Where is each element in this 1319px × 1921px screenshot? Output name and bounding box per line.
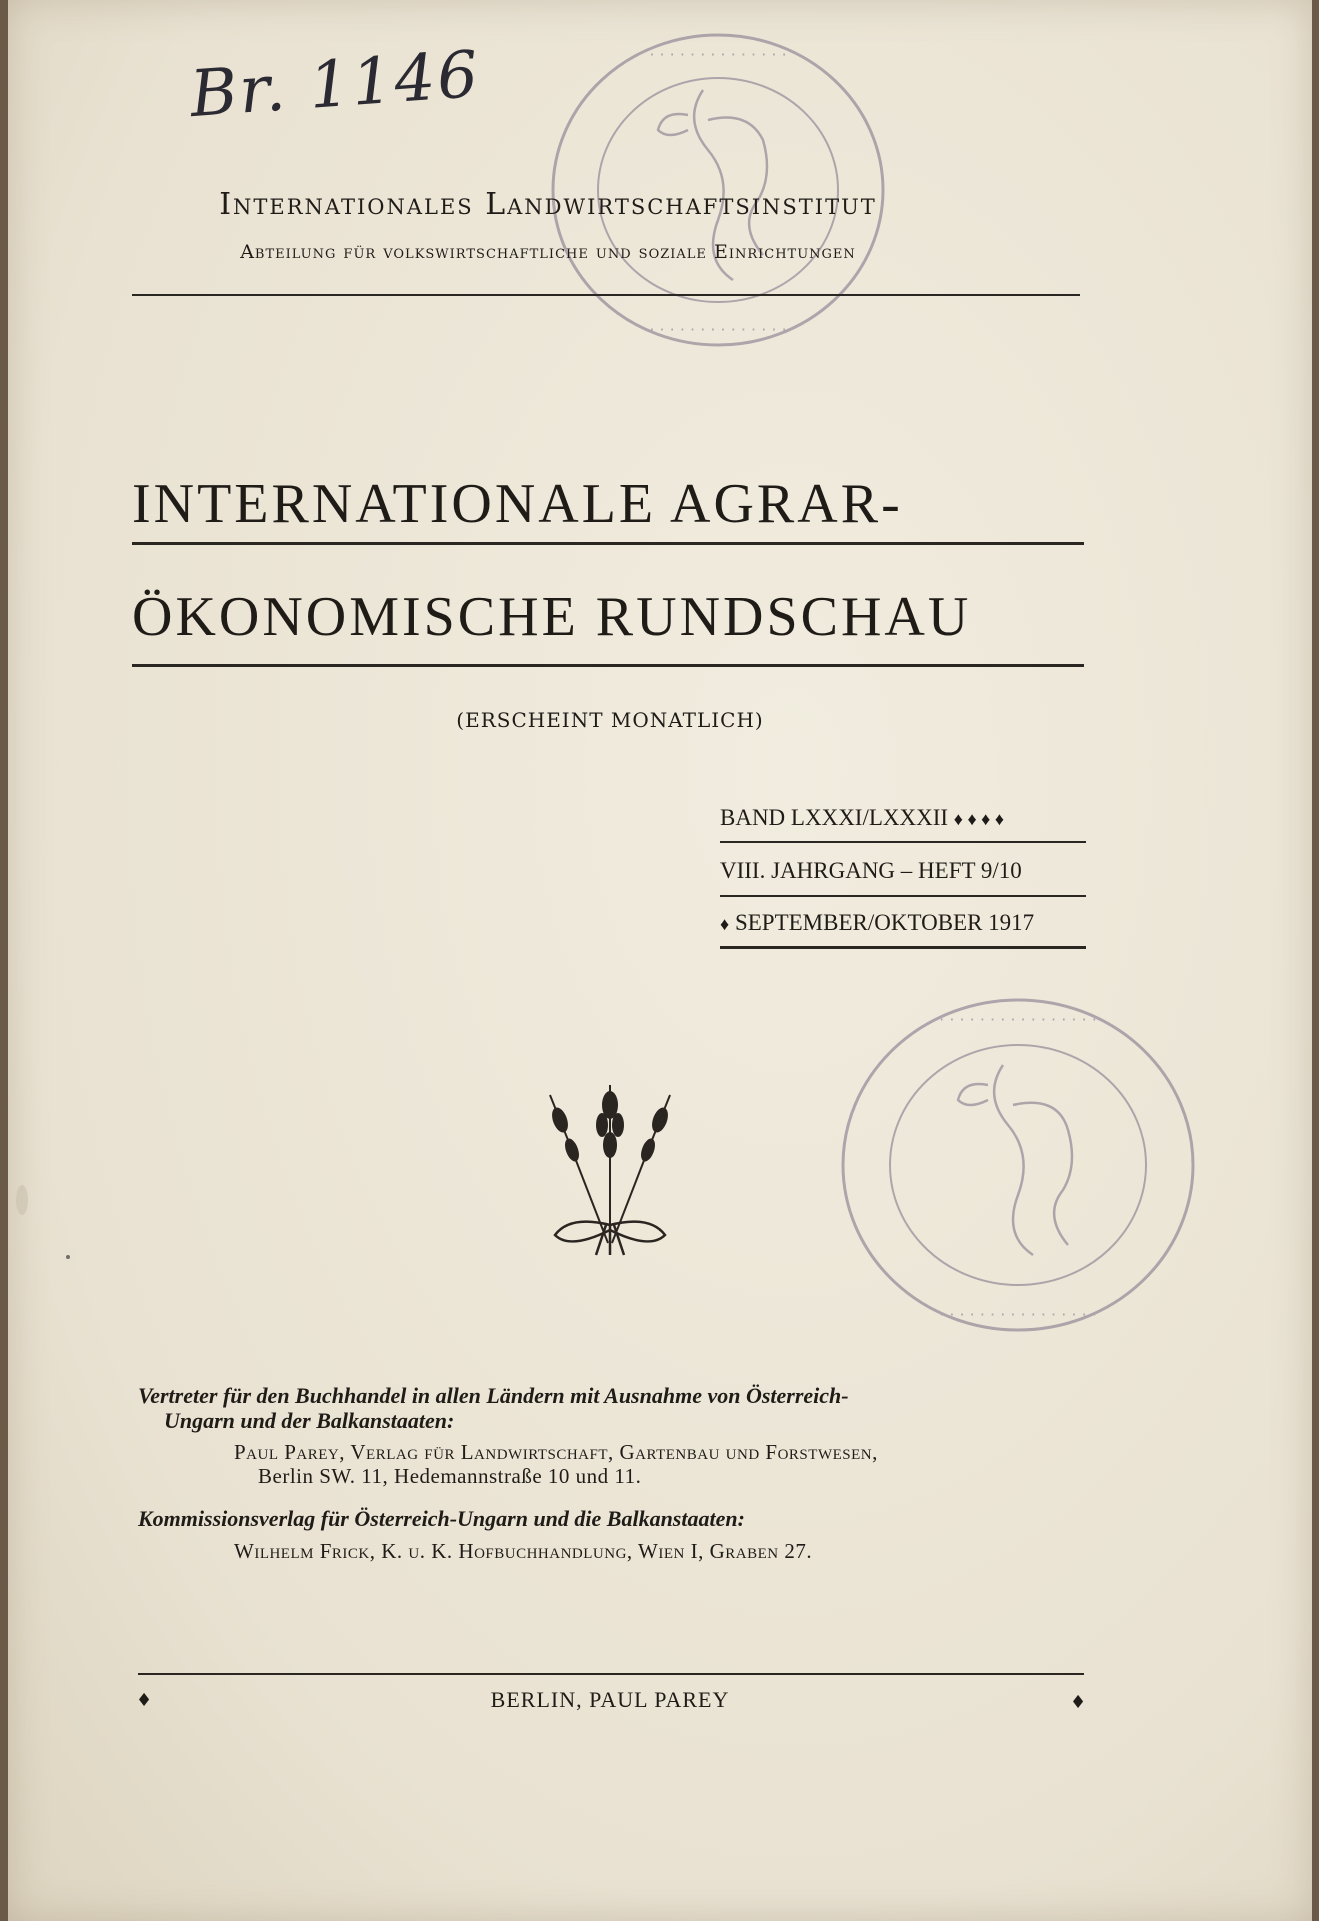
band-line <box>720 805 1090 831</box>
band-rule <box>720 841 1086 843</box>
footer-rule <box>138 1673 1084 1675</box>
jahrgang-line: VIII. JAHRGANG – HEFT 9/10 <box>720 858 1022 883</box>
footer-publisher: BERLIN, PAUL PAREY <box>490 1687 730 1712</box>
institute-name: Internationales Landwirtschaftsinstitut <box>219 187 877 222</box>
wheat-sheaf-icon <box>530 1075 690 1265</box>
parey-address-line-2: Berlin SW. 11, Hedemannstraße 10 und 11. <box>258 1464 642 1488</box>
cover-page <box>8 0 1312 1921</box>
svg-text:· · · · · · · · · · · · · · ·: · · · · · · · · · · · · · · · · <box>939 1010 1097 1029</box>
parey-publisher: Paul Parey, Verlag für Landwirtschaft, Gartenbau und Forstwesen, <box>234 1440 878 1464</box>
frick-address-line <box>234 1539 812 1564</box>
band-label: BAND LXXXI/LXXXII <box>720 805 949 830</box>
institute-department: Abteilung für volkswirtschaftliche und soziale Einrichtungen <box>240 241 856 263</box>
svg-text:· · · · · · · · · · · · · ·: · · · · · · · · · · · · · · <box>649 320 787 339</box>
parey-address-line-1 <box>234 1440 878 1465</box>
date-line <box>720 910 1090 936</box>
vertreter-heading-line-1: Vertreter für den Buchhandel in allen Ländern mit Ausnahme von Österreich- <box>138 1383 849 1408</box>
journal-title-line-1: INTERNATIONALE AGRAR- <box>132 473 903 535</box>
title-rule-2 <box>132 664 1084 667</box>
frick-publisher: Wilhelm Frick, K. u. K. Hofbuchhandlung, Wien I, Graben 27. <box>234 1539 813 1563</box>
vertreter-heading-line-2: Ungarn und der Balkanstaaten: <box>164 1408 455 1433</box>
header-rule <box>132 294 1080 296</box>
handwritten-call-number: Br. 1146 <box>187 37 483 133</box>
issue-date: SEPTEMBER/OKTOBER 1917 <box>734 910 1035 935</box>
paper-stain <box>16 1185 28 1215</box>
svg-text:· · · · · · · · · · · · · ·: · · · · · · · · · · · · · · <box>649 45 787 64</box>
kommission-heading: Kommissionsverlag für Österreich-Ungarn und die Balkanstaaten: <box>138 1506 745 1531</box>
date-ornament: ♦ <box>720 914 730 934</box>
band-ornament: ♦ ♦ ♦ ♦ <box>953 809 1005 829</box>
footer-left-ornament: ♦ <box>136 1690 153 1711</box>
jahrgang-rule <box>720 895 1086 897</box>
journal-title-line-2: ÖKONOMISCHE RUNDSCHAU <box>132 586 972 648</box>
svg-text:· · · · · · · · · · · · · · ·: · · · · · · · · · · · · · · · · <box>939 1305 1097 1324</box>
paper-speck <box>66 1255 70 1259</box>
footer-right-ornament: ♦ <box>1070 1692 1087 1713</box>
publication-frequency: (ERSCHEINT MONATLICH) <box>456 708 764 732</box>
date-rule <box>720 946 1086 949</box>
library-stamp-bottom <box>828 985 1208 1345</box>
title-rule-1 <box>132 542 1084 545</box>
